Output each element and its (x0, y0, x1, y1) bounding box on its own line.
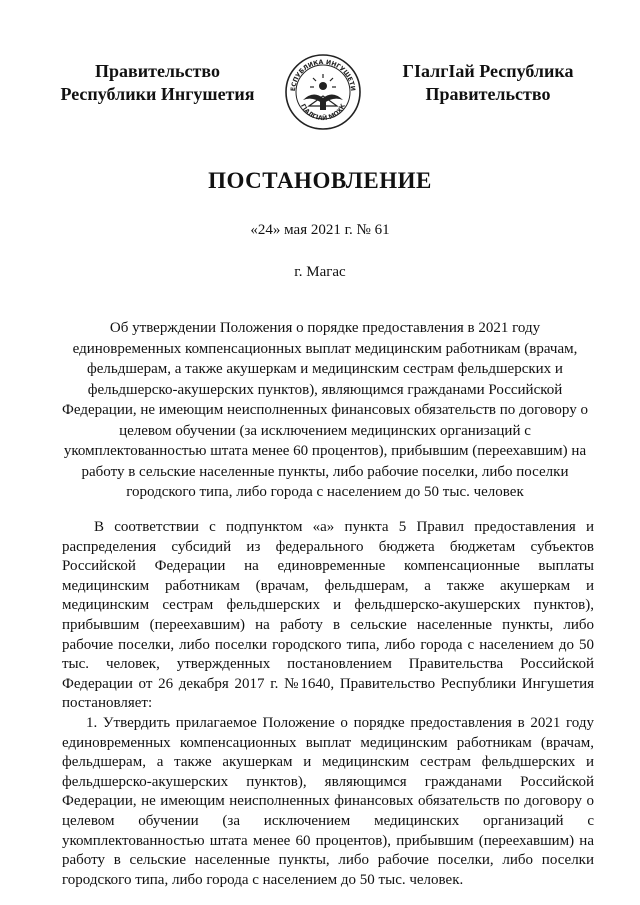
header-left-line1: Правительство (95, 61, 220, 81)
document-date-number: «24» мая 2021 г. № 61 (250, 222, 390, 238)
document-subject: Об утверждении Положения о порядке предоставления в 2021 году единовременных компенсационных выплат медицинским работникам (врачам, фельдшерам, а также акушеркам и медицинским сестрам фельдшерских и фельдшерско-акушерских пунктов), являющимся гражданами Российской Федерации, не имеющим неисполненных финансовых обязательств по договору о целевом обучении (за исключением медицинских организаций с укомплектованностью штата менее 60 процентов), прибывшим (переехавшим) на работу в сельские населенные пункты, либо рабочие поселки, либо поселки городского типа, либо города с населением до 50 тыс. человек (62, 320, 588, 500)
document-title: ПОСТАНОВЛЕНИЕ (208, 168, 432, 193)
header-left (45, 60, 270, 106)
svg-text:ГIАЛГIАЙ МОХК: ГIАЛГIАЙ МОХК (299, 102, 348, 123)
header-right-line2: Правительство (425, 84, 551, 104)
preamble-paragraph: В соответствии с подпунктом «а» пункта 5 Правил предоставления и распределения субсидий из федерального бюджета бюджетам субъектов Российской Федерации на единовременные компенсационные выплаты медицинским работникам (врачам, фельдшерам, а также акушеркам и медицинским сестрам фельдшерских и фельдшерско-акушерских пунктов), прибывшим (переехавшим) на работу в сельские населенные пункты, либо рабочие поселки, либо поселки городского типа, либо города с населением до 50 тыс. человек, утвержденных постановлением Правительства Российской Федерации от 26 декабря 2017 г. №1640, Правительство Республики Ингушетия постановляет: (62, 519, 594, 712)
coat-of-arms-icon (283, 52, 363, 132)
document-body (62, 518, 594, 890)
header-right (378, 60, 598, 106)
header-left-line2: Республики Ингушетия (60, 84, 255, 104)
document-city: г. Магас (294, 264, 346, 280)
item-1-paragraph: 1. Утвердить прилагаемое Положение о порядке предоставления в 2021 году единовременных компенсационных выплат медицинским работникам (врачам, фельдшерам, а также акушеркам и медицинским сестрам фельдшерских и фельдшерско-акушерских пунктов), являющимся гражданами Российской Федерации, не имеющим неисполненных финансовых обязательств по договору о целевом обучении (за исключением медицинских организаций с укомплектованностью штата менее 60 процентов), прибывшим (переехавшим) на работу в сельские населенные пункты, либо рабочие поселки, либо поселки городского типа, либо города с населением до 50 тыс. человек. (62, 714, 594, 888)
header-right-line1: ГIалгIай Республика (402, 61, 574, 81)
svg-text:РЕСПУБЛИКА ИНГУШЕТИЯ: ЕСПУБЛИКА ИНГУШЕТИ (289, 58, 357, 92)
